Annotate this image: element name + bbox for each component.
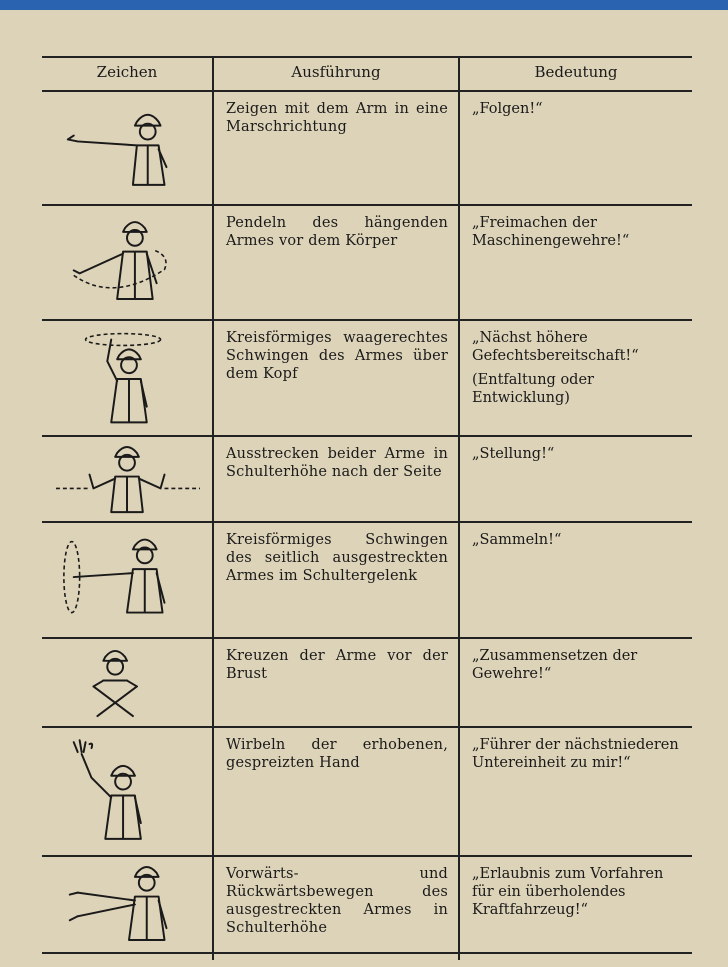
pendulum-figure xyxy=(54,214,202,313)
table-row xyxy=(42,857,692,954)
meaning-text xyxy=(458,437,692,530)
soldier-raised-spread-hand-icon xyxy=(42,728,212,855)
meaning-main: „Zusammensetzen der Gewehre!“ xyxy=(472,648,638,682)
execution-text: Vorwärts- und Rückwärtsbewegen des ausgestreckten Armes in Schulterhöhe xyxy=(212,857,458,960)
table-row xyxy=(42,321,692,437)
pointing-figure xyxy=(54,100,202,199)
table-row xyxy=(42,728,692,857)
side-circle-figure xyxy=(54,531,202,631)
execution-text: Kreisförmiges Schwingen des seitlich ausgestreckten Armes im Schultergelenk xyxy=(212,523,458,637)
meaning-text xyxy=(458,857,692,960)
meaning-text xyxy=(458,92,692,205)
overhead-circle-figure xyxy=(54,329,202,429)
table-row xyxy=(42,437,692,523)
signal-table xyxy=(42,56,692,954)
soldier-arms-outstretched-icon xyxy=(42,437,212,530)
meaning-main: „Sammeln!“ xyxy=(472,532,562,548)
soldier-arm-forward-backward-icon xyxy=(42,857,212,960)
meaning-text xyxy=(458,321,692,435)
meaning-text xyxy=(458,639,692,732)
header-sign: Zeichen xyxy=(96,63,158,81)
book-page xyxy=(0,10,728,967)
header-execution: Ausführung xyxy=(212,58,458,90)
table-header xyxy=(42,58,692,92)
soldier-pointing-arm-icon xyxy=(42,92,212,205)
table-row xyxy=(42,206,692,321)
meaning-main: „Führer der nächstniederen Untereinheit zu mir!“ xyxy=(472,737,679,771)
execution-text: Kreuzen der Arme vor der Brust xyxy=(212,639,458,732)
execution-text: Ausstrecken beider Arme in Schulterhöhe nach der Seite xyxy=(212,437,458,530)
meaning-main: „Erlaubnis zum Vorfahren für ein überholendes Kraftfahrzeug!“ xyxy=(472,866,664,918)
soldier-circling-arm-overhead-icon xyxy=(42,321,212,435)
soldier-crossed-arms-icon xyxy=(42,639,212,732)
table-row xyxy=(42,639,692,728)
raised-hand-figure xyxy=(54,736,202,849)
meaning-text xyxy=(458,728,692,855)
forward-backward-figure xyxy=(54,865,202,954)
meaning-main: „Freimachen der Maschinengewehre!“ xyxy=(472,215,630,249)
soldier-circling-outstretched-arm-icon xyxy=(42,523,212,637)
soldier-swinging-hanging-arm-icon xyxy=(42,206,212,319)
execution-text: Wirbeln der erhobenen, gespreizten Hand xyxy=(212,728,458,855)
header-meaning: Bedeutung xyxy=(458,58,692,90)
outstretched-figure xyxy=(54,445,202,524)
meaning-note: (Entfaltung oder Entwicklung) xyxy=(472,372,594,406)
meaning-main: „Folgen!“ xyxy=(472,101,543,117)
table-row xyxy=(42,523,692,639)
meaning-main: „Stellung!“ xyxy=(472,446,555,462)
execution-text: Pendeln des hängenden Armes vor dem Körper xyxy=(212,206,458,319)
table-row xyxy=(42,92,692,206)
meaning-main: „Nächst höhere Gefechtsbereitschaft!“ xyxy=(472,330,639,364)
execution-text: Zeigen mit dem Arm in eine Marschrichtung xyxy=(212,92,458,205)
meaning-text xyxy=(458,523,692,637)
execution-text: Kreisförmiges waagerechtes Schwingen des Armes über dem Kopf xyxy=(212,321,458,435)
crossed-arms-figure xyxy=(54,647,202,726)
meaning-text xyxy=(458,206,692,319)
